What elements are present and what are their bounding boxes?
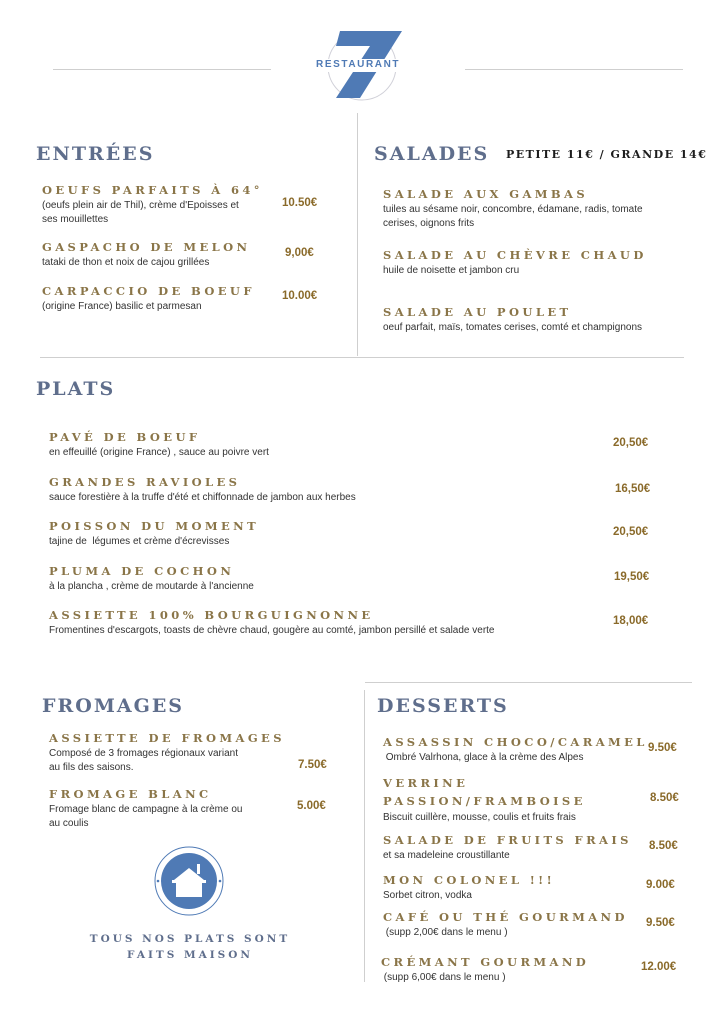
plats-item-name: POISSON DU MOMENT [49,519,260,533]
homemade-note [70,931,310,963]
restaurant-logo [310,26,414,106]
desserts-item-name: SALADE DE FRUITS FRAIS [383,833,632,847]
desserts-item-name: CAFÉ OU THÉ GOURMAND [383,910,628,924]
entrees-item-price: 9,00€ [285,247,314,259]
salades-item-description: oeuf parfait, maïs, tomates cerises, comté et champignons [383,322,643,333]
divider-vertical-bottom [364,690,365,982]
desserts-item-price: 8.50€ [649,840,678,852]
divider-horizontal-bottom [365,682,692,683]
plats-item-price: 20,50€ [613,526,649,538]
homemade-pot-house-icon [154,846,224,916]
desserts-item-description: (supp 6,00€ dans le menu ) [381,972,506,983]
entrees-item-name: GASPACHO DE MELON [42,240,251,254]
section-title-fromages: FROMAGES [42,695,185,717]
plats-item-name: GRANDES RAVIOLES [49,475,241,489]
plats-item-name: ASSIETTE 100% BOURGUIGNONNE [49,608,374,622]
plats-item-price: 18,00€ [613,615,649,627]
logo-text: RESTAURANT [316,59,401,70]
fromages-item-price: 5.00€ [297,800,326,812]
plats-item-description: sauce forestière à la truffe d'été et chiffonnade de jambon aux herbes [49,492,356,503]
desserts-item-name: MON COLONEL !!! [383,873,556,887]
divider-horizontal-top [40,357,684,358]
desserts-item-description: Sorbet citron, vodka [383,890,472,901]
header-divider-left [53,69,271,70]
desserts-item-price: 8.50€ [650,792,679,804]
homemade-note-line1: TOUS NOS PLATS SONT [89,933,291,945]
desserts-item-price: 9.50€ [646,917,675,929]
plats-item-price: 16,50€ [615,483,651,495]
fromages-item-description: Composé de 3 fromages régionaux variant au fils des saisons. [49,748,238,773]
desserts-item-name: ASSASSIN CHOCO/CARAMEL [383,735,648,749]
homemade-note-line2: FAITS MAISON [127,949,253,961]
plats-item-price: 20,50€ [613,437,649,449]
entrees-item-name: OEUFS PARFAITS À 64° [42,183,263,197]
desserts-item-description: Biscuit cuillère, mousse, coulis et fruits frais [383,812,576,823]
desserts-item-description: Ombré Valrhona, glace à la crème des Alpes [383,752,584,763]
section-title-entrees: ENTRÉES [36,143,155,165]
plats-item-price: 19,50€ [614,571,650,583]
section-title-plats: PLATS [36,378,116,400]
desserts-item-description: et sa madeleine croustillante [383,850,510,861]
plats-item-name: PLUMA DE COCHON [49,564,235,578]
plats-item-description: à la plancha , crème de moutarde à l'ancienne [49,581,254,592]
fromages-item-name: ASSIETTE DE FROMAGES [49,731,285,745]
desserts-item-price: 9.00€ [646,879,675,891]
plats-item-name: PAVÉ DE BOEUF [49,430,201,444]
desserts-item-name: VERRINE PASSION/FRAMBOISE [383,776,586,808]
entrees-item-price: 10.50€ [282,197,318,209]
entrees-item-description: tataki de thon et noix de cajou grillées [42,257,210,268]
salades-item-name: SALADE AU POULET [383,305,572,319]
fromages-item-name: FROMAGE BLANC [49,787,212,801]
desserts-item-price: 12.00€ [641,961,677,973]
section-title-desserts: DESSERTS [377,695,509,717]
salades-item-name: SALADE AU CHÈVRE CHAUD [383,248,647,262]
fromages-item-price: 7.50€ [298,759,327,771]
salades-item-description: huile de noisette et jambon cru [383,265,520,276]
desserts-item-name: CRÉMANT GOURMAND [381,955,590,969]
entrees-item-name: CARPACCIO DE BOEUF [42,284,255,298]
salades-item-name: SALADE AUX GAMBAS [383,187,589,201]
entrees-item-description: (origine France) basilic et parmesan [42,301,202,312]
desserts-item-price: 9.50€ [648,742,677,754]
desserts-item-description: (supp 2,00€ dans le menu ) [383,927,508,938]
fromages-item-description: Fromage blanc de campagne à la crème ou au coulis [49,804,243,829]
salades-item-description: tuiles au sésame noir, concombre, édamane, radis, tomate cerises, oignons frits [383,204,643,229]
plats-item-description: Fromentines d'escargots, toasts de chèvre chaud, gougère au comté, jambon persillé et salade verte [49,625,495,636]
header-divider-right [465,69,683,70]
salades-price-info: PETITE 11€ / GRANDE 14€ [506,148,708,161]
divider-vertical-top [357,113,358,356]
plats-item-description: en effeuillé (origine France) , sauce au poivre vert [49,447,269,458]
entrees-item-price: 10.00€ [282,290,318,302]
homemade-badge [154,846,224,916]
section-title-salades: SALADES [374,143,490,165]
plats-item-description: tajine de légumes et crème d'écrevisses [49,536,230,547]
entrees-item-description: (oeufs plein air de Thil), crème d'Epoisses et ses mouillettes [42,200,239,225]
